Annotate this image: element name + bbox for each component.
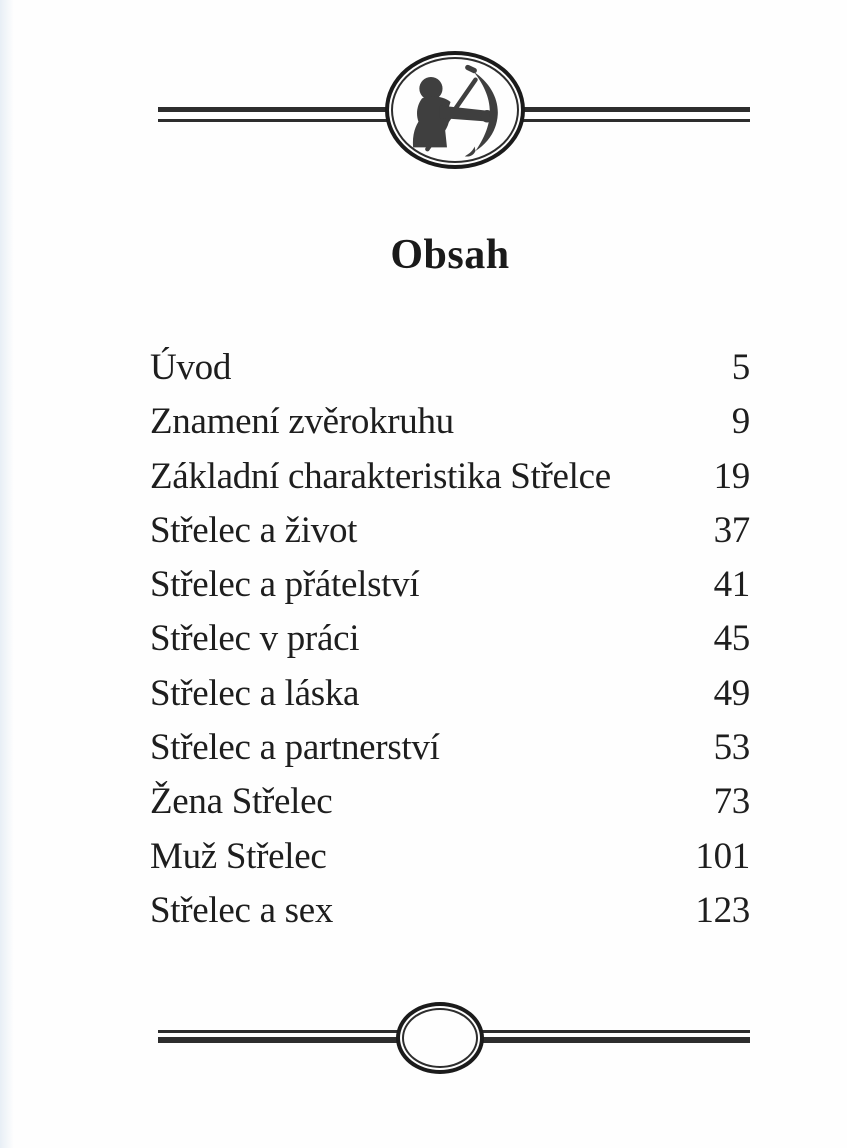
toc-entry [150,612,750,666]
toc-entry-label: Znamení zvěrokruhu [150,401,454,443]
table-of-contents [150,341,750,938]
sagittarius-medallion [385,51,525,169]
toc-entry-page: 9 [731,401,750,443]
toc-entry-label: Střelec a život [150,509,358,551]
toc-entry-page: 41 [713,564,750,606]
toc-entry-label: Střelec a přátelství [150,564,420,606]
toc-entry [150,667,750,721]
toc-entry-label: Střelec a partnerství [150,727,440,769]
toc-entry [150,721,750,775]
toc-entry-page: 101 [695,835,750,877]
toc-entry-page: 53 [713,727,750,769]
toc-entry-page: 19 [713,455,750,497]
sagittarius-archer-icon [397,61,513,159]
page-title: Obsah [390,232,510,278]
toc-entry [150,341,750,395]
toc-entry-label: Základní charakteristika Střelce [150,455,611,497]
toc-entry-label: Úvod [150,347,232,388]
toc-entry [150,884,750,938]
toc-entry-page: 37 [713,509,750,551]
toc-entry-page: 5 [731,347,750,388]
toc-entry [150,395,750,449]
toc-entry-label: Střelec a láska [150,672,360,714]
toc-entry-label: Muž Střelec [150,835,327,877]
medallion-inner-ring [391,57,519,163]
toc-entry-page: 45 [713,618,750,660]
empty-oval-medallion [396,1002,484,1074]
toc-entry-label: Střelec v práci [150,618,360,660]
toc-entry [150,504,750,558]
toc-entry [150,558,750,612]
toc-entry [150,775,750,829]
toc-entry-page: 73 [713,781,750,823]
medallion-inner-ring [402,1008,478,1068]
toc-entry-label: Střelec a sex [150,889,334,931]
toc-entry-label: Žena Střelec [150,781,333,823]
toc-entry-page: 123 [695,889,750,931]
toc-entry-page: 49 [713,672,750,714]
toc-entry [150,450,750,504]
toc-entry [150,830,750,884]
